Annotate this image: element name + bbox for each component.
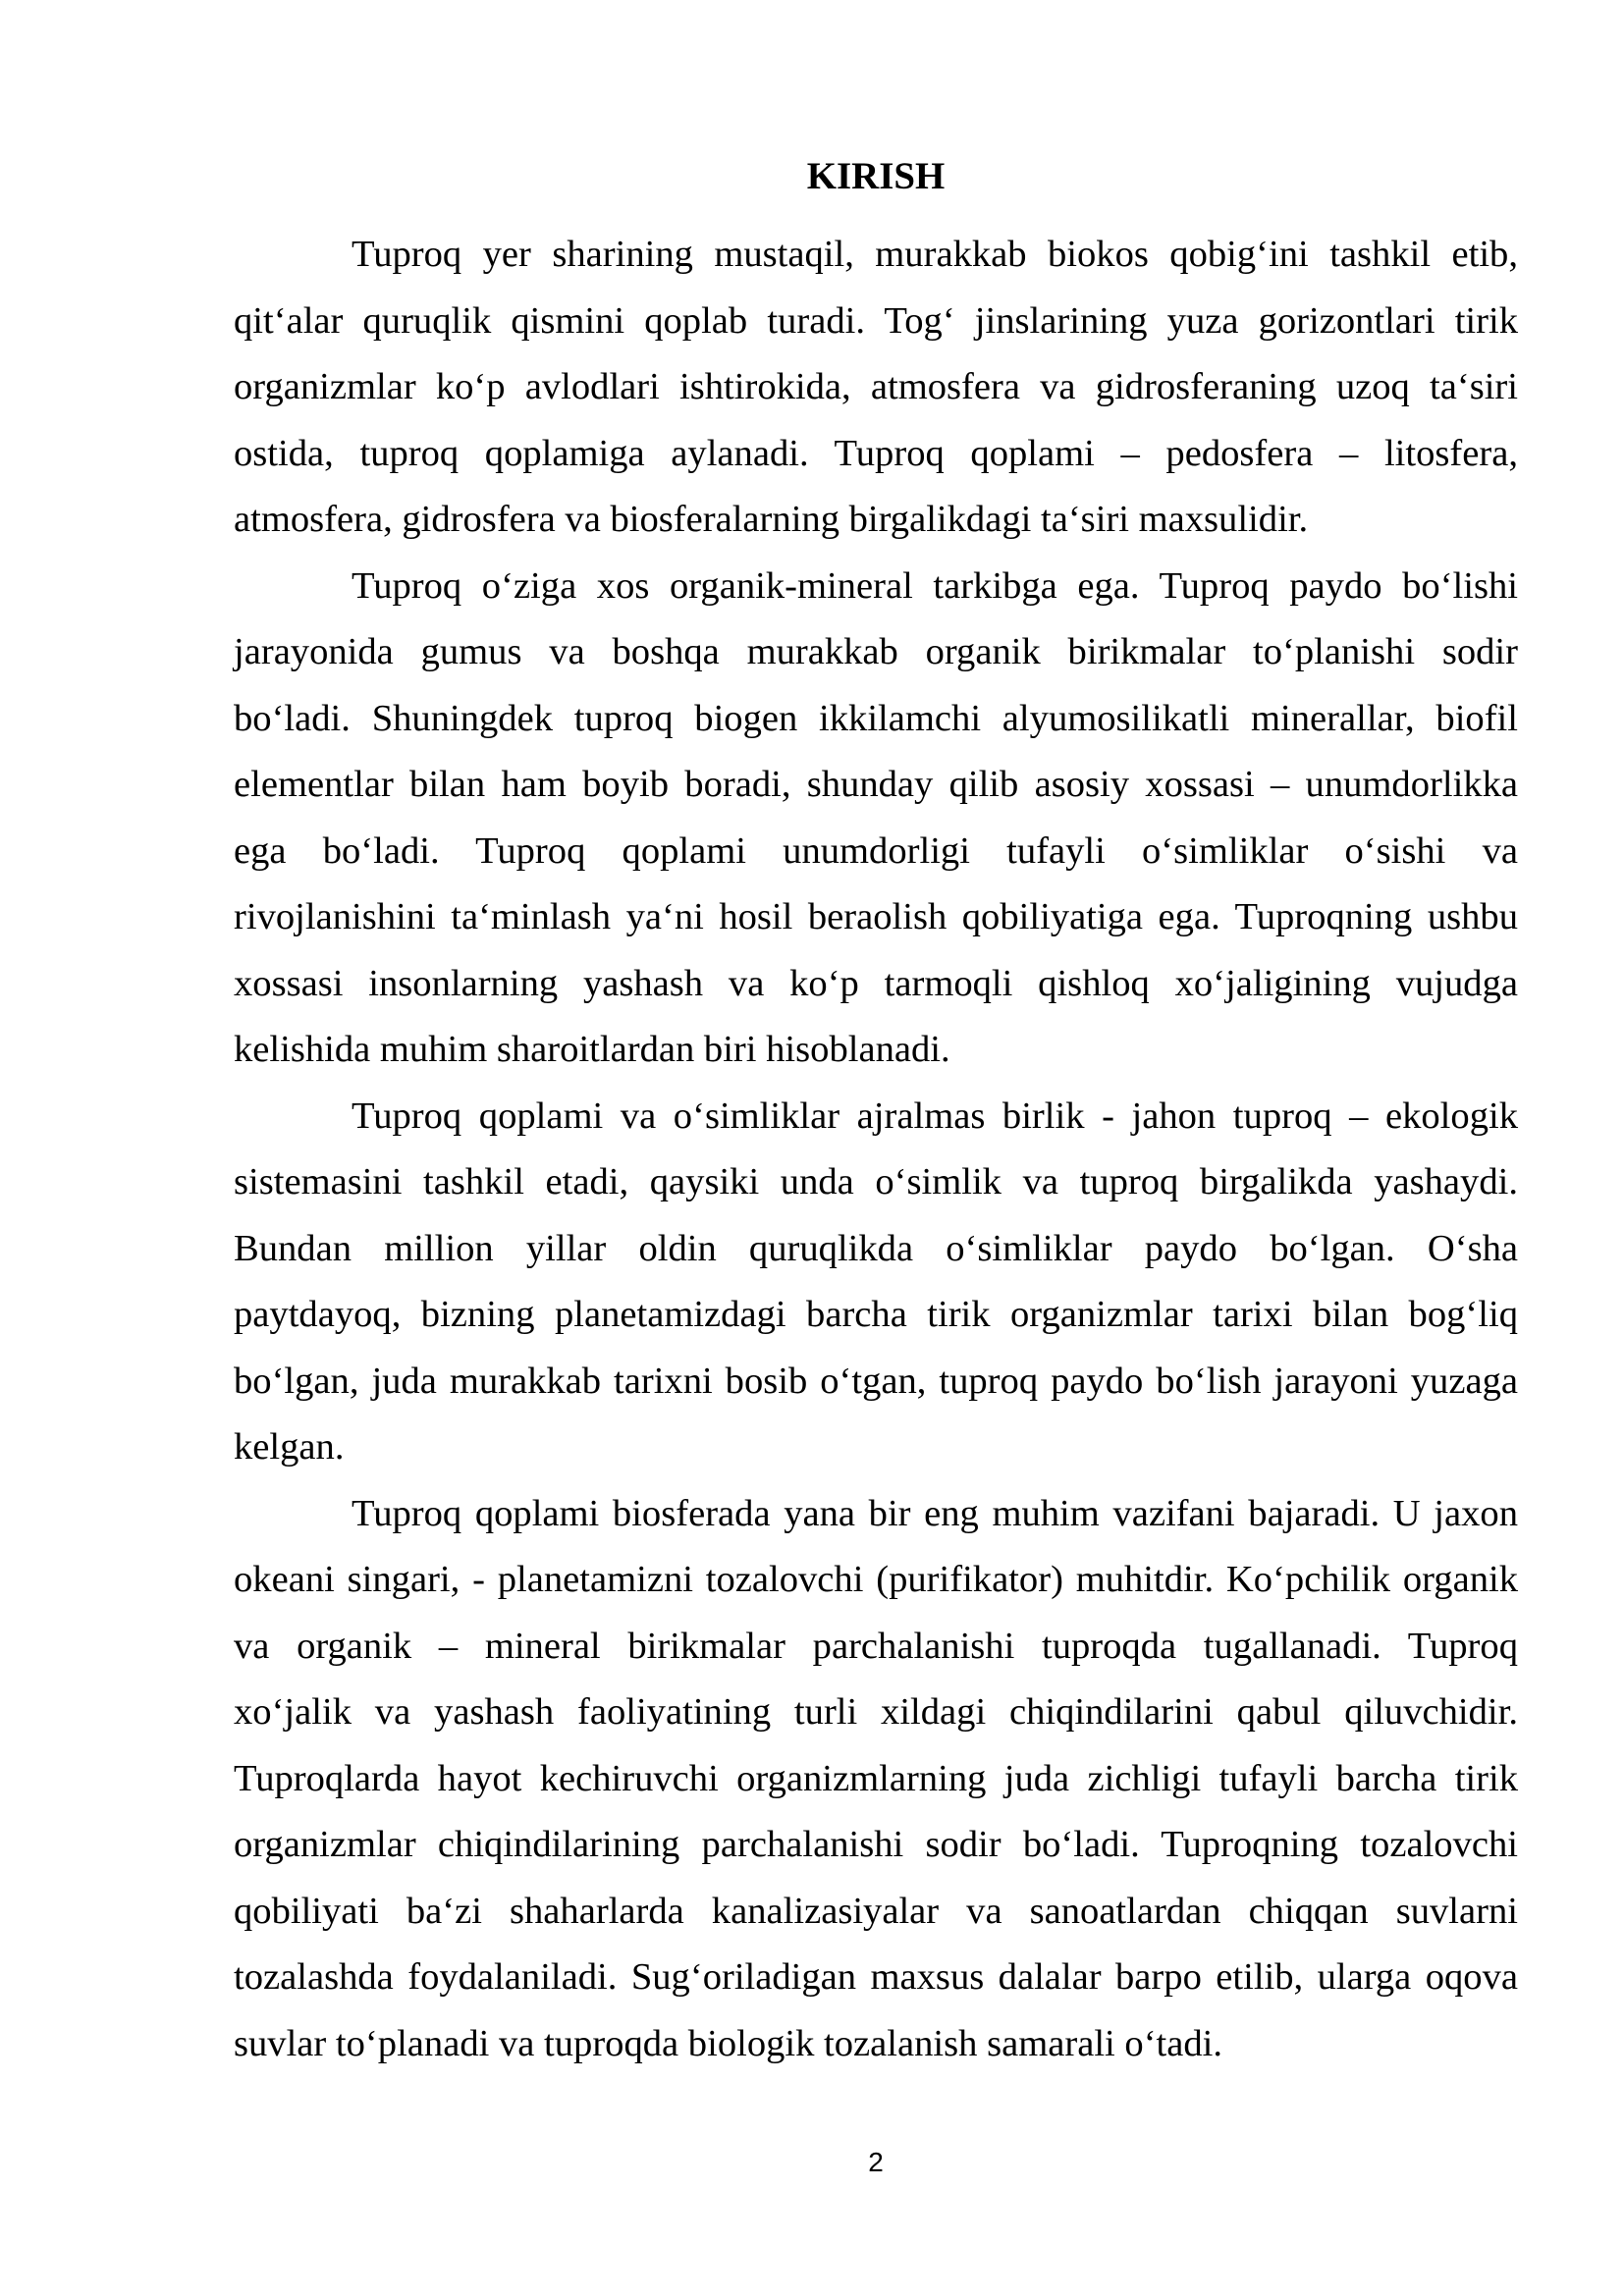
paragraph-line: sistemasini tashkil etadi, qaysiki unda o‘simlik va tuproq birgalikda yashaydi.	[234, 1161, 1518, 1202]
document-body	[234, 222, 1518, 2077]
paragraph-line: elementlar bilan ham boyib boradi, shunday qilib asosiy xossasi – unumdorlikka	[234, 764, 1518, 805]
paragraph-line: organizmlar chiqindilarining parchalanishi sodir bo‘ladi. Tuproqning tozalovchi	[234, 1824, 1518, 1865]
paragraph-line: ostida, tuproq qoplamiga aylanadi. Tuproq qoplami – pedosfera – litosfera,	[234, 432, 1518, 474]
paragraph-line: Tuproqlarda hayot kechiruvchi organizmlarning juda zichligi tufayli barcha tirik	[234, 1757, 1518, 1799]
paragraph-line: xo‘jalik va yashash faoliyatining turli xildagi chiqindilarini qabul qiluvchidir.	[234, 1691, 1518, 1733]
paragraph-line: qobiliyati ba‘zi shaharlarda kanalizasiyalar va sanoatlardan chiqqan suvlarni	[234, 1890, 1518, 1932]
paragraph-line: ega bo‘ladi. Tuproq qoplami unumdorligi tufayli o‘simliklar o‘sishi va	[234, 829, 1518, 872]
paragraph-line: okeani singari, - planetamizni tozalovchi (purifikator) muhitdir. Ko‘pchilik organik	[234, 1559, 1518, 1600]
paragraph-line: suvlar to‘planadi va tuproqda biologik tozalanish samarali o‘tadi.	[234, 2022, 1223, 2064]
paragraph-line: xossasi insonlarning yashash va ko‘p tarmoqli qishloq xo‘jaligining vujudga	[234, 962, 1518, 1004]
paragraph-line: bo‘ladi. Shuningdek tuproq biogen ikkilamchi alyumosilikatli minerallar, biofil	[234, 697, 1518, 739]
paragraph-line: kelgan.	[234, 1426, 345, 1468]
page-number: 2	[868, 2147, 884, 2177]
paragraph-line: organizmlar ko‘p avlodlari ishtirokida, atmosfera va gidrosferaning uzoq ta‘siri	[234, 366, 1518, 407]
paragraph-line: va organik – mineral birikmalar parchalanishi tuproqda tugallanadi. Tuproq	[234, 1625, 1518, 1667]
paragraph-line: Tuproq qoplami va o‘simliklar ajralmas birlik - jahon tuproq – ekologik	[352, 1095, 1518, 1137]
paragraph-line: Bundan million yillar oldin quruqlikda o‘simliklar paydo bo‘lgan. O‘sha	[234, 1227, 1518, 1269]
paragraph-3	[234, 1084, 1518, 1481]
paragraph-line: Tuproq o‘ziga xos organik-mineral tarkibga ega. Tuproq paydo bo‘lishi	[352, 564, 1518, 607]
paragraph-line: tozalashda foydalaniladi. Sug‘oriladigan maxsus dalalar barpo etilib, ularga oqova	[234, 1956, 1518, 1998]
paragraph-2	[234, 554, 1518, 1084]
paragraph-line: rivojlanishini ta‘minlash ya‘ni hosil beraolish qobiliyatiga ega. Tuproqning ushbu	[234, 896, 1518, 937]
paragraph-4	[234, 1481, 1518, 2078]
paragraph-line: bo‘lgan, juda murakkab tarixni bosib o‘tgan, tuproq paydo bo‘lish jarayoni yuzaga	[234, 1360, 1518, 1402]
paragraph-line: qit‘alar quruqlik qismini qoplab turadi. Tog‘ jinslarining yuza gorizontlari tirik	[234, 299, 1518, 342]
paragraph-line: kelishida muhim sharoitlardan biri hisoblanadi.	[234, 1029, 950, 1070]
paragraph-line: Tuproq yer sharining mustaqil, murakkab biokos qobig‘ini tashkil etib,	[352, 234, 1518, 275]
paragraph-line: jarayonida gumus va boshqa murakkab organik birikmalar to‘planishi sodir	[234, 631, 1518, 672]
section-title: KIRISH	[806, 155, 946, 197]
paragraph-line: atmosfera, gidrosfera va biosferalarning birgalikdagi ta‘siri maxsulidir.	[234, 499, 1309, 540]
paragraph-line: Tuproq qoplami biosferada yana bir eng muhim vazifani bajaradi. U jaxon	[352, 1492, 1518, 1534]
paragraph-1	[234, 222, 1518, 554]
paragraph-line: paytdayoq, bizning planetamizdagi barcha tirik organizmlar tarixi bilan bog‘liq	[234, 1294, 1518, 1335]
